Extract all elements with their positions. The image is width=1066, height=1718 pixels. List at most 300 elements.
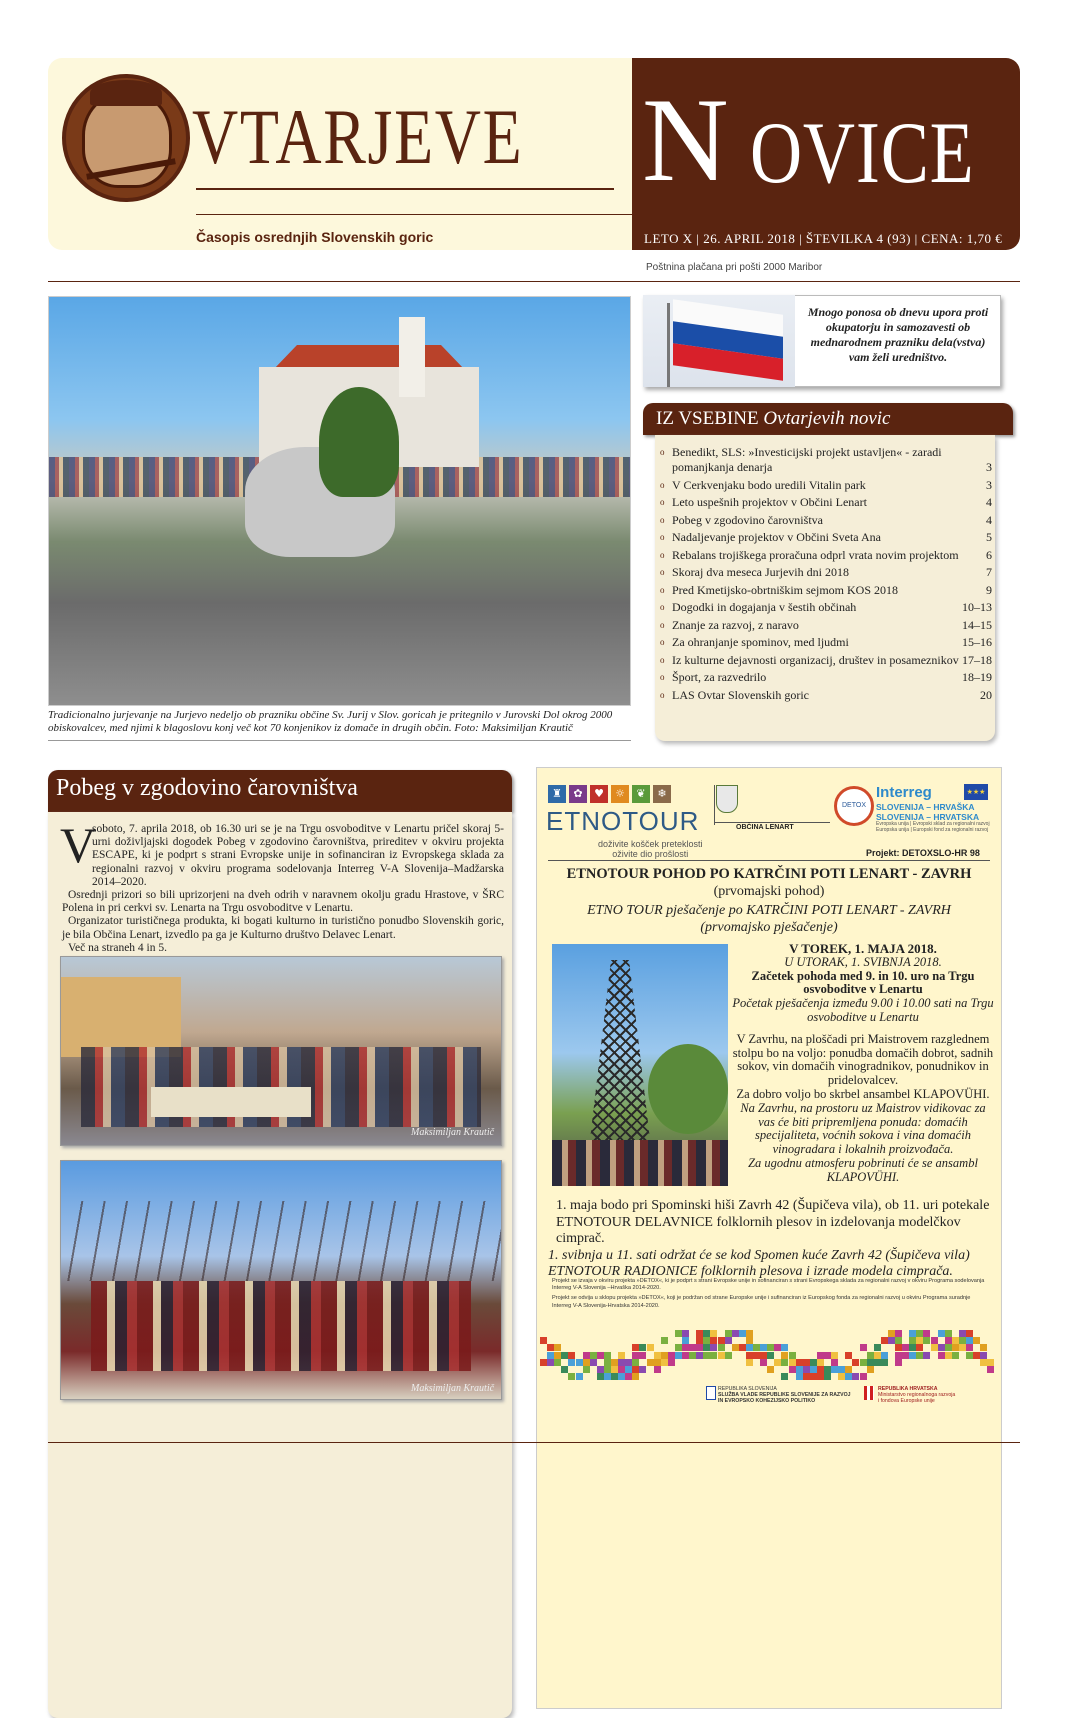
pixel-square xyxy=(753,1352,760,1359)
pixel-square xyxy=(618,1352,625,1359)
bullet-icon: o xyxy=(660,567,665,577)
contents-item[interactable] xyxy=(660,618,992,633)
pixel-square xyxy=(881,1359,888,1366)
project-code: Projekt: DETOXSLO-HR 98 xyxy=(866,848,980,858)
funding-note-hr: Projekt se odvija u sklopu projekta »DETOX«, koji je podržan od strane Europske unije i sufinanciran iz Europskog fonda za regionalni razvoj u okviru Programa suradnje Interreg V-A Slovenija-Hrvatska 2014-2020. xyxy=(552,1295,971,1309)
pixel-square xyxy=(547,1344,554,1351)
pixel-square xyxy=(895,1337,902,1344)
flag-pole xyxy=(667,303,670,387)
pixel-square xyxy=(781,1373,788,1380)
article-paragraph-1: soboto, 7. aprila 2018, ob 16.30 uri se je na Trgu osvoboditve v Lenartu pričel skoraj 5-urni doživljajski dogodek Pobeg v zgodovino čarovništva, prireditev v okviru projekta ESCAPE, ki je podprt s strani Evropske unije in sofinanciran iz Evropskega sklada za regionalni razvoj v okviru programa sodelovanja Interreg V-A Slovenija–Madžarska 2014–2020. xyxy=(92,823,504,888)
pixel-square xyxy=(817,1373,824,1380)
pixel-square xyxy=(973,1337,980,1344)
bullet-icon: o xyxy=(660,514,665,525)
event-date-hr: U UTORAK, 1. SVIBNJA 2018. xyxy=(784,954,942,969)
castle-icon: ♜ xyxy=(548,785,566,803)
contents-item-page: 3 xyxy=(986,477,992,492)
pixel-square xyxy=(568,1359,575,1366)
contents-item[interactable] xyxy=(660,600,992,615)
gov-hr-line3: i fondova Europske unije xyxy=(878,1398,935,1404)
pixel-square xyxy=(547,1359,554,1366)
issue-info: LETO X | 26. APRIL 2018 | ŠTEVILKA 4 (93) | CENA: 1,70 € xyxy=(644,231,1003,246)
photo-signature: Maksimiljan Krautič xyxy=(411,1383,495,1394)
contents-item[interactable] xyxy=(660,548,992,563)
pixel-square xyxy=(647,1344,654,1351)
pixel-square xyxy=(959,1337,966,1344)
contents-item[interactable] xyxy=(660,445,992,475)
pixel-square xyxy=(888,1337,895,1344)
contents-item[interactable] xyxy=(660,653,992,668)
pixel-square xyxy=(938,1330,945,1337)
pixel-square xyxy=(590,1359,597,1366)
main-photo-caption: Tradicionalno jurjevanje na Jurjevo nedeljo ob prazniku občine Sv. Jurij v Slov. goricah je pritegnilo v Jurovski Dol okrog 2000 obiskovalcev, med njimi k blagoslovu konj več kot 70 konjenikov iz domače in drugih občin. Foto: Maksimiljan Krautič xyxy=(48,709,613,734)
pixel-square xyxy=(710,1337,717,1344)
contents-item-page: 6 xyxy=(986,547,992,562)
photo-lookout-tower xyxy=(590,960,650,1140)
maister-tower-photo xyxy=(552,944,728,1186)
pixel-square xyxy=(952,1352,959,1359)
pixel-square xyxy=(860,1359,867,1366)
pixel-square xyxy=(895,1344,902,1351)
etnotour-logo: ETNOTOUR xyxy=(546,806,700,836)
poster-details xyxy=(732,942,994,1185)
contents-item[interactable] xyxy=(660,513,992,528)
pixel-square xyxy=(689,1344,696,1351)
contents-item[interactable] xyxy=(660,583,992,598)
bullet-icon: o xyxy=(660,619,665,630)
pixel-square xyxy=(632,1352,639,1359)
pixel-square xyxy=(696,1330,703,1337)
top-divider xyxy=(48,281,1020,282)
pixel-square xyxy=(647,1359,654,1366)
pixel-square xyxy=(590,1352,597,1359)
slovenia-gov-label xyxy=(718,1386,851,1404)
pixel-square xyxy=(810,1359,817,1366)
pixel-square xyxy=(682,1352,689,1359)
etnotour-icon-row xyxy=(548,785,671,803)
pixel-square xyxy=(639,1344,646,1351)
pixel-square xyxy=(803,1373,810,1380)
leaf-icon: ❦ xyxy=(632,785,650,803)
pixel-square xyxy=(568,1352,575,1359)
event-start-sl: Začetek pohoda med 9. in 10. uro na Trgu osvoboditve v Lenartu xyxy=(751,968,975,997)
poster-divider xyxy=(548,860,990,861)
contents-title-italic: Ovtarjevih novic xyxy=(763,408,891,429)
article-body xyxy=(60,817,504,955)
pixel-square xyxy=(817,1359,824,1366)
gov-hr-line1: REPUBLIKA HRVATSKA xyxy=(878,1386,938,1392)
photo-tree xyxy=(648,1044,728,1134)
pixel-square xyxy=(718,1344,725,1351)
pixel-square xyxy=(767,1344,774,1351)
bullet-icon: o xyxy=(660,654,665,665)
pixel-square xyxy=(739,1344,746,1351)
pixel-square xyxy=(909,1352,916,1359)
pixel-square xyxy=(938,1344,945,1351)
pixel-square xyxy=(746,1337,753,1344)
slovenian-flag-photo xyxy=(643,295,795,387)
pixel-square xyxy=(618,1373,625,1380)
pixel-square xyxy=(718,1337,725,1344)
pixel-square xyxy=(639,1366,646,1373)
eu-flag-icon: ★★★ xyxy=(964,784,988,800)
event-date-sl: V TOREK, 1. MAJA 2018. xyxy=(789,941,937,956)
bullet-icon: o xyxy=(660,497,665,507)
contents-item-page: 9 xyxy=(986,582,992,597)
pixel-square xyxy=(789,1359,796,1366)
pixel-square xyxy=(860,1373,867,1380)
photo-signature: Maksimiljan Krautič xyxy=(411,1127,495,1138)
pixel-square xyxy=(583,1366,590,1373)
pixel-square xyxy=(867,1359,874,1366)
pixel-square xyxy=(796,1366,803,1373)
pixel-square xyxy=(959,1344,966,1351)
photo-green-george xyxy=(319,387,399,497)
masthead-title-n: N xyxy=(642,73,729,206)
pixel-square xyxy=(838,1373,845,1380)
interreg-programme xyxy=(876,802,979,822)
pixel-square xyxy=(604,1373,611,1380)
bullet-icon: o xyxy=(660,447,665,457)
croatia-crest-icon xyxy=(864,1386,874,1400)
pixel-square xyxy=(959,1330,966,1337)
pixel-square xyxy=(931,1337,938,1344)
pixel-square xyxy=(895,1352,902,1359)
etnotour-slogan xyxy=(598,839,703,859)
contents-item-page: 15–16 xyxy=(962,635,992,649)
pixel-square xyxy=(845,1352,852,1359)
pixel-square xyxy=(789,1352,796,1359)
pixel-square xyxy=(682,1330,689,1337)
photo-house xyxy=(61,977,181,1057)
pixel-square xyxy=(824,1373,831,1380)
pixel-square xyxy=(625,1359,632,1366)
pixel-square xyxy=(696,1337,703,1344)
greeting-text: Mnogo ponosa ob dnevu upora proti okupatorju in samozavesti ob mednarodnem prazniku dela(vstva) vam želi uredništvo. xyxy=(807,305,989,364)
pixel-square xyxy=(718,1352,725,1359)
masthead-title-ovtarjeve: VTARJEVE xyxy=(192,93,524,180)
masthead-rule-lower xyxy=(196,214,632,215)
pixel-square xyxy=(604,1359,611,1366)
pixel-square xyxy=(739,1330,746,1337)
pixel-square xyxy=(817,1366,824,1373)
photo-hikers xyxy=(552,1140,728,1186)
pixel-square xyxy=(895,1359,902,1366)
contents-item[interactable] xyxy=(660,635,992,650)
pixel-square xyxy=(916,1352,923,1359)
masthead-subtitle: Časopis osrednjih Slovenskih goric xyxy=(196,229,434,245)
pixel-square xyxy=(831,1352,838,1359)
bullet-icon: o xyxy=(660,637,665,647)
contents-item-page: 17–18 xyxy=(962,652,992,667)
pixel-square xyxy=(916,1337,923,1344)
pixel-square xyxy=(668,1352,675,1359)
pixel-square xyxy=(554,1359,561,1366)
interreg-fund-hr: Europska unija | Europski fond za regionalni razvoj xyxy=(876,827,989,833)
pixel-square xyxy=(654,1366,661,1373)
interreg-logo: Interreg xyxy=(876,784,932,801)
pixel-square xyxy=(909,1330,916,1337)
pixel-square xyxy=(760,1359,767,1366)
pixel-square xyxy=(845,1366,852,1373)
pixel-square xyxy=(604,1352,611,1359)
pixel-square xyxy=(597,1373,604,1380)
contents-item[interactable] xyxy=(660,495,992,510)
contents-item-title: Leto uspešnih projektov v Občini Lenart xyxy=(672,495,867,509)
pixel-square xyxy=(675,1352,682,1359)
pixel-square xyxy=(810,1366,817,1373)
pixel-square xyxy=(831,1366,838,1373)
pixel-square xyxy=(661,1337,668,1344)
pixel-square xyxy=(675,1344,682,1351)
pixel-square xyxy=(661,1359,668,1366)
bullet-icon: o xyxy=(660,602,665,612)
pixel-square xyxy=(547,1352,554,1359)
pixel-square xyxy=(923,1330,930,1337)
gov-hr-line2: Ministarstvo regionalnoga razvoja xyxy=(878,1392,956,1398)
pixel-square xyxy=(632,1359,639,1366)
pixel-square xyxy=(540,1359,547,1366)
pixel-square xyxy=(632,1373,639,1380)
contents-item-title: Znanje za razvoj, z naravo xyxy=(672,617,799,632)
main-photo-jurjevanje xyxy=(48,296,631,706)
pixel-square xyxy=(767,1352,774,1359)
pixel-square xyxy=(888,1330,895,1337)
etnotour-slogan-sl: doživite košček preteklosti xyxy=(598,839,703,849)
pixel-square xyxy=(597,1366,604,1373)
bullet-icon: o xyxy=(660,672,665,682)
contents-item-page: 10–13 xyxy=(962,600,992,614)
photo-performers xyxy=(91,1281,471,1371)
pixel-square xyxy=(753,1344,760,1351)
pixel-square xyxy=(689,1352,696,1359)
pixel-square xyxy=(916,1330,923,1337)
contents-item[interactable] xyxy=(660,670,992,685)
workshop-hr: 1. svibnja u 11. sati održat će se kod Spomen kuće Zavrh 42 (Šupičeva vila) ETNOTOUR RADIONICE folklornih plesova i izrade modela cimprača. xyxy=(548,1247,970,1279)
contents-item-page: 4 xyxy=(986,512,992,527)
event-music-sl: Za dobro voljo bo skrbel ansambel KLAPOVÜHI. xyxy=(736,1086,990,1101)
crest-divider xyxy=(714,785,715,825)
pixel-square xyxy=(554,1344,561,1351)
contents-item-title: LAS Ovtar Slovenskih goric xyxy=(672,687,809,702)
event-music-hr: Za ugodnu atmosferu pobrinuti će se ansambl KLAPOVÜHI. xyxy=(748,1155,978,1184)
photo-trees xyxy=(61,1201,502,1281)
pixel-square xyxy=(632,1366,639,1373)
interreg-fund-sl: Evropska unija | Evropski sklad za regionalni razvoj xyxy=(876,821,990,827)
pixel-square xyxy=(881,1352,888,1359)
pixel-square xyxy=(945,1337,952,1344)
pixel-square xyxy=(973,1352,980,1359)
pixel-square xyxy=(881,1337,888,1344)
pixel-square xyxy=(852,1373,859,1380)
pixel-square xyxy=(952,1344,959,1351)
bullet-icon: o xyxy=(660,479,665,490)
contents-item-page: 14–15 xyxy=(962,617,992,632)
pixel-square xyxy=(682,1344,689,1351)
postage-note: Poštnina plačana pri pošti 2000 Maribor xyxy=(646,262,823,273)
pixel-square xyxy=(966,1330,973,1337)
etnotour-slogan-hr: oživite dio prošlosti xyxy=(612,849,689,859)
pixel-square xyxy=(867,1366,874,1373)
pixel-square xyxy=(781,1352,788,1359)
pixel-square xyxy=(916,1344,923,1351)
masthead-rule xyxy=(196,188,614,190)
poster-subtitle-hr-line2: (prvomajsko pješačenje) xyxy=(700,920,838,935)
pixel-square xyxy=(625,1366,632,1373)
event-start-hr: Početak pješačenja između 9.00 i 10.00 sati na Trgu osvoboditve u Lenartu xyxy=(732,996,994,1024)
slovenia-crest-icon xyxy=(706,1386,716,1400)
pixel-square xyxy=(980,1352,987,1359)
sun-icon: ☼ xyxy=(611,785,629,803)
pixel-square xyxy=(725,1337,732,1344)
pixel-square xyxy=(696,1352,703,1359)
pixel-square xyxy=(576,1359,583,1366)
pixel-square xyxy=(746,1352,753,1359)
pixel-square xyxy=(966,1337,973,1344)
pixel-square xyxy=(732,1330,739,1337)
pixel-square xyxy=(632,1344,639,1351)
pixel-square xyxy=(781,1359,788,1366)
pixel-square xyxy=(902,1352,909,1359)
pixel-square xyxy=(874,1352,881,1359)
grapes-icon: ✿ xyxy=(569,785,587,803)
pixel-square xyxy=(824,1352,831,1359)
snowflake-icon: ❄ xyxy=(653,785,671,803)
contents-item-title: Skoraj dva meseca Jurjevih dni 2018 xyxy=(672,565,849,579)
pixel-square xyxy=(682,1337,689,1344)
pixel-square xyxy=(568,1373,575,1380)
lenart-crest-icon xyxy=(716,785,738,813)
pixel-square xyxy=(710,1330,717,1337)
obcina-lenart-label: OBČINA LENART xyxy=(736,824,794,831)
contents-item[interactable] xyxy=(660,565,992,580)
pixel-square xyxy=(902,1344,909,1351)
pixel-square xyxy=(987,1359,994,1366)
pixel-square xyxy=(803,1359,810,1366)
contents-item[interactable] xyxy=(660,478,992,493)
pixel-square xyxy=(774,1359,781,1366)
contents-item-title: Za ohranjanje spominov, med ljudmi xyxy=(672,635,849,649)
bullet-icon: o xyxy=(660,549,665,560)
pixel-square xyxy=(710,1344,717,1351)
photo-stall xyxy=(151,1087,311,1117)
pixel-square xyxy=(654,1359,661,1366)
interreg-line-sl: SLOVENIJA – HRVAŠKA xyxy=(876,802,975,812)
ovtar-hat-icon xyxy=(90,80,162,106)
pixel-square xyxy=(703,1352,710,1359)
gov-si-line2: SLUŽBA VLADE REPUBLIKE SLOVENIJE ZA RAZVOJ xyxy=(718,1392,851,1398)
pixel-square xyxy=(625,1373,632,1380)
pixel-square xyxy=(931,1344,938,1351)
contents-title-caps: IZ VSEBINE xyxy=(656,408,759,429)
contents-item-page: 5 xyxy=(986,530,992,544)
contents-item-title: Benedikt, SLS: »Investicijski projekt ustavljen« - zaradi pomanjkanja denarja xyxy=(672,445,942,474)
contents-list xyxy=(660,445,992,705)
pixel-square xyxy=(966,1344,973,1351)
pixel-square xyxy=(703,1337,710,1344)
pixel-square xyxy=(810,1373,817,1380)
pixel-square xyxy=(952,1337,959,1344)
obcina-rule xyxy=(714,822,830,823)
photo-church-tower xyxy=(399,317,425,397)
contents-item-page: 20 xyxy=(980,687,992,702)
pixel-pattern-decoration xyxy=(540,1330,998,1382)
pixel-square xyxy=(597,1352,604,1359)
pixel-square xyxy=(945,1344,952,1351)
pixel-square xyxy=(618,1359,625,1366)
poster-subtitle-hr xyxy=(548,902,990,936)
detox-logo-icon: DETOX xyxy=(834,786,874,826)
gov-si-line3: IN EVROPSKO KOHEZIJSKO POLITIKO xyxy=(718,1398,816,1404)
pixel-square xyxy=(732,1344,739,1351)
pixel-square xyxy=(604,1366,611,1373)
pixel-square xyxy=(710,1352,717,1359)
contents-item-title: Nadaljevanje projektov v Občini Sveta Ana xyxy=(672,530,881,544)
contents-item-page: 3 xyxy=(986,460,992,474)
contents-item-title: Iz kulturne dejavnosti organizacij, društev in posameznikov xyxy=(672,652,959,667)
pixel-square xyxy=(923,1337,930,1344)
contents-item-title: Rebalans trojiškega proračuna odprl vrata novim projektom xyxy=(672,547,959,562)
pixel-square xyxy=(654,1352,661,1359)
contents-item-title: V Cerkvenjaku bodo uredili Vitalin park xyxy=(672,477,866,492)
pixel-square xyxy=(767,1366,774,1373)
pixel-square xyxy=(618,1366,625,1373)
pixel-square xyxy=(661,1352,668,1359)
pixel-square xyxy=(611,1366,618,1373)
pixel-square xyxy=(874,1344,881,1351)
pixel-square xyxy=(831,1359,838,1366)
pixel-square xyxy=(987,1366,994,1373)
pixel-square xyxy=(611,1373,618,1380)
pixel-square xyxy=(796,1359,803,1366)
article-paragraph-3: Organizator turističnega produkta, ki bogati kulturno in turistično ponudbo Slovenskih goric, je bila Občina Lenart, izvedlo pa ga je Kulturno društvo Delavec Lenart. xyxy=(62,915,504,941)
workshop-sl: 1. maja bodo pri Spominski hiši Zavrh 42 (Šupičeva vila), ob 11. uri potekale ETNOTOUR DELAVNICE folklornih plesov in izdelovanja modelčkov cimprač. xyxy=(556,1198,990,1246)
pixel-square xyxy=(909,1344,916,1351)
pixel-square xyxy=(938,1352,945,1359)
pixel-square xyxy=(803,1366,810,1373)
pixel-square xyxy=(789,1366,796,1373)
croatia-gov-label xyxy=(878,1386,955,1404)
contents-item-title: Pobeg v zgodovino čarovništva xyxy=(672,512,823,527)
event-offer-sl: V Zavrhu, na ploščadi pri Maistrovem razglednem stolpu bo na voljo: ponudba domačih dobrot, sadnih sokov, vin domačih vinogradnikov, ponudnikov in pridelovalcev. xyxy=(732,1031,994,1088)
pixel-square xyxy=(746,1330,753,1337)
article-drop-cap: V xyxy=(60,817,97,873)
pixel-square xyxy=(895,1330,902,1337)
masthead-title-ovice: OVICE xyxy=(750,105,975,202)
pixel-square xyxy=(817,1352,824,1359)
poster-title: ETNOTOUR POHOD PO KATRČINI POTI LENART - ZAVRH xyxy=(566,866,972,882)
pixel-square xyxy=(909,1337,916,1344)
pixel-square xyxy=(774,1344,781,1351)
contents-item-title: Šport, za razvedrilo xyxy=(672,670,767,684)
contents-item[interactable] xyxy=(660,530,992,545)
pixel-square xyxy=(874,1359,881,1366)
pixel-square xyxy=(561,1352,568,1359)
pixel-square xyxy=(703,1344,710,1351)
pixel-square xyxy=(554,1352,561,1359)
pixel-square xyxy=(746,1344,753,1351)
pixel-square xyxy=(760,1344,767,1351)
pixel-square xyxy=(746,1359,753,1366)
gov-si-line1: REPUBLIKA SLOVENIJA xyxy=(718,1386,777,1392)
contents-item-page: 4 xyxy=(986,495,992,509)
pixel-square xyxy=(945,1352,952,1359)
pixel-square xyxy=(583,1352,590,1359)
bullet-icon: o xyxy=(660,584,665,595)
pixel-square xyxy=(540,1337,547,1344)
contents-item[interactable] xyxy=(660,688,992,703)
poster-workshops xyxy=(548,1198,992,1281)
